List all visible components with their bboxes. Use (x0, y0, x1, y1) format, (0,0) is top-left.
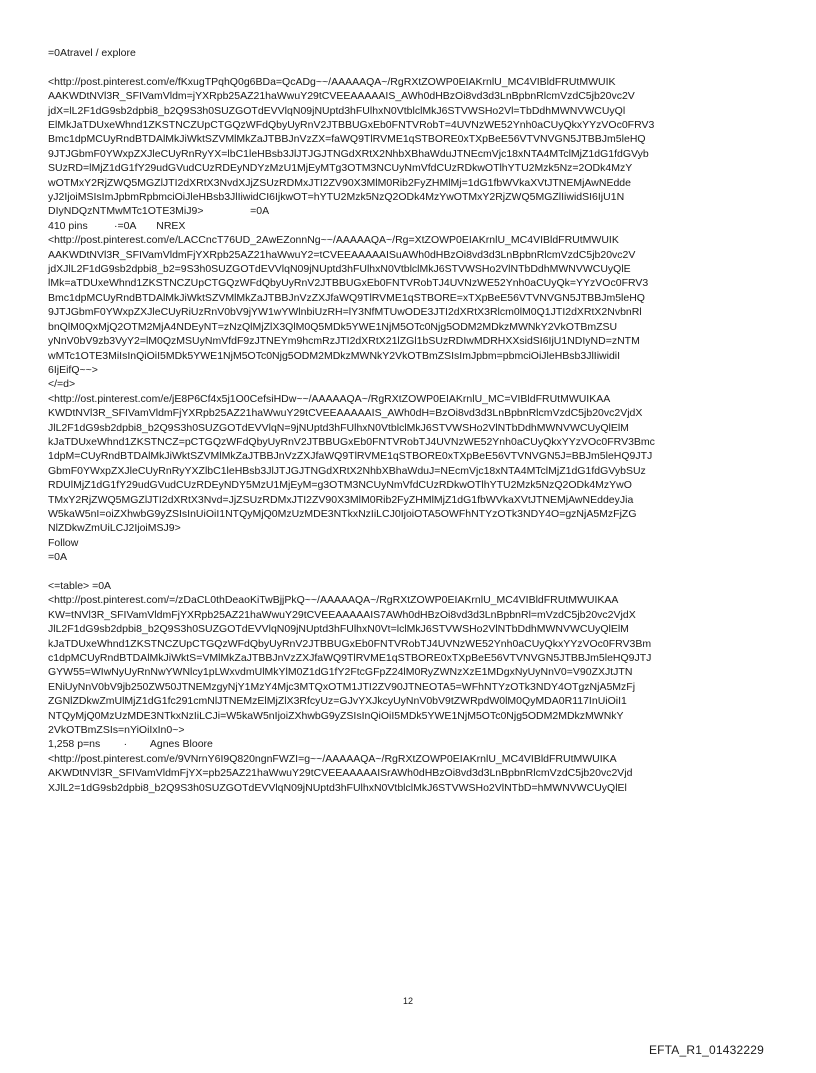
text-line: yNnV0bV9zb3VyY2=lM0QzMSUyNmVfdF9zJTNEYm9hcmRzJTI2dXRtX21lZGl1bSUzRDIwMDRHXXsidSI6IjU1NDIyND=zNTM (48, 335, 640, 348)
text-line: AKWDtNVl3R_SFIVamVldmFjYX=pb25AZ21haWwuY29tCVEEAAAAAISrAWh0dHBzOi8vd3d3LnBpbnRlcmVzdC5jb20vc2Vjd (48, 767, 633, 780)
text-line: wMTc1OTE3MiIsInQiOiI5MDk5YWE1NjM5OTc0Njg5ODM2MDkzMWNkY2VkOTBmZSIsImJpbm=pbmciOiJleHBsb3JlIiwidiI (48, 349, 621, 362)
text-line: 9JTJGbmF0YWxpZXJleCUyRnRyYX=lbC1leHBsb3JlJTJGJTNGdXRtX2NhbXBhaWduJTNEcmVjc18xNTA4MTclMjZ1dG1fdGVyb (48, 147, 649, 160)
text-line: <http://post.pinterest.com/e/9VNrnY6I9Q820ngnFWZI=g~~/AAAAAQA~/RgRXtZOWP0EIAKrnlU_MC4VIBldFRUtMWUIKA (48, 752, 617, 765)
text-line: <http://post.pinterest.com/=/zDaCL0thDeaoKiTwBjjPkQ~~/AAAAAQA~/RgRXtZOWP0EIAKrnlU_MC4VIBldFRUtMWUIKAA (48, 594, 619, 607)
text-line: ZGNlZDkwZmUlMjZ1dG1fc291cmNlJTNEMzElMjZlX3RfcyUz=GJvYXJkcyUyNnV0bV9tZWRpdW0lM0QyMDA0R117InUiOiI1 (48, 695, 627, 708)
text-line: AAKWDtNVl3R_SFIVamVldm=jYXRpb25AZ21haWwuY29tCVEEAAAAAIS_AWh0dHBzOi8vd3d3LnBpbnRlcmVzdC5jb20vc2V (48, 90, 635, 103)
text-line: <http://post.pinterest.com/e/fKxugTPqhQ0g6BDa=QcADg~~/AAAAAQA~/RgRXtZOWP0EIAKrnlU_MC4VIBldFRUtMWUIK (48, 75, 616, 88)
text-line: yJ2IjoiMSIsImJpbmRpbmciOiJleHBsb3JlIiwidCI6IjkwOT=hYTU2Mzk5NzQ2ODk4MzYwOTMxY2RjZWQ5MGZlIiwidSI6IjU1N (48, 191, 625, 204)
text-line: jdXJlL2F1dG9sb2dpbi8_b2=9S3h0SUZGOTdEVVlqN09jNUptd3hFUlhxN0VtblclMkJ6STVWSHo2VlNTbDdhMWNVWCUyQlE (48, 263, 631, 276)
email-body-text (48, 46, 776, 795)
text-line: 1dpM=CUyRndBTDAlMkJiWktSZVMlMkZaJTBBJnVzZXJfaWQ9TlRVME1qSTBORE0xTXpBeE56VTVNVGN5J=BBJm5leHQ9JTJ (48, 450, 653, 463)
text-line: ENiUyNnV0bV9jb250ZW50JTNEMzgyNjY1MzY4Mjc3MTQxOTM1JTI2ZV90JTNEOTA5=WFhNTYzOTk3NDY4OTgzNjA5MzFj (48, 680, 636, 693)
text-line: =0Atravel / explore (48, 47, 136, 59)
text-line: kJaTDUxeWhnd1ZKSTNCZ=pCTGQzWFdQbyUyRnV2JTBBUGxEb0FNTVRobTJ4UVNzWE52Ynh0aCUyQkxYYzVOc0FRV3Bmc (48, 435, 655, 448)
text-line: lMk=aTDUxeWhnd1ZKSTNCZUpCTGQzWFdQbyUyRnV2JTBBUGxEb0FNTVRobTJ4UVNzWE52Ynh0aCUyQk=YYzVOc0FRV3 (48, 277, 649, 290)
text-line: Bmc1dpMCUyRndBTDAlMkJiWktSZVMlMkZaJTBBJnVzZXJfaWQ9TlRVME1qSTBORE=xTXpBeE56VTVNVGN5JTBBJm5leHQ (48, 291, 645, 304)
text-line: Bmc1dpMCUyRndBTDAlMkJiWktSZVMlMkZaJTBBJnVzZX=faWQ9TlRVME1qSTBORE0xTXpBeE56VTVNVGN5JTBBJm5leHQ (48, 133, 646, 146)
text-line: 1,258 p=ns · Agnes Bloore (48, 738, 213, 751)
text-line: KW=tNVl3R_SFIVamVldmFjYXRpb25AZ21haWwuY29tCVEEAAAAAIS7AWh0dHBzOi8vd3d3LnBpbnRl=mVzdC5jb20vc2VjdX (48, 608, 636, 621)
text-line: 410 pins ·=0A NREX (48, 219, 186, 232)
text-line: JlL2F1dG9sb2dpbi8_b2Q9S3h0SUZGOTdEVVlqN=9jNUptd3hFUlhxN0VtblclMkJ6STVWSHo2VlNTbDdhMWNVWCUyQlElM (48, 421, 629, 434)
text-line: bnQlM0QxMjQ2OTM2MjA4NDEyNT=zNzQlMjZlX3QlM0Q5MDk5YWE1NjM5OTc0Njg5ODM2MDkzMWNkY2VkOTBmZSU (48, 320, 618, 333)
text-line: W5kaW5nI=oiZXhwbG9yZSIsInUiOiI1NTQyMjQ0MzUzMDE3NTkxNzIiLCJ0IjoiOTA5OWFhNTYzOTk3NDY4O=gzNjA5MzFjZG (48, 507, 637, 520)
text-line: 2VkOTBmZSIs=nYiOiIxIn0~> (48, 724, 185, 737)
text-line: 9JTJGbmF0YWxpZXJleCUyRiUzRnV0bV9jYW1wYWlnbiUzRH=lY3NfMTUwODE3JTI2dXRtX3Rlcm0lM0Q1JTI2dXRtX2NvbnRl (48, 306, 642, 319)
text-line: GbmF0YWxpZXJleCUyRnRyYXZlbC1leHBsb3JlJTJGJTNGdXRtX2NhbXBhaWduJ=NEcmVjc18xNTA4MTclMjZ1dG1fdGVybSUz (48, 464, 646, 477)
text-line: 6IjEifQ~~> (48, 363, 98, 376)
text-line: ElMkJaTDUxeWhnd1ZKSTNCZUpCTGQzWFdQbyUyRnV2JTBBUGxEb0FNTVRobT=4UVNzWE52Ynh0aCUyQkxYYzVOc0FRV3 (48, 119, 655, 132)
text-line: KWDtNVl3R_SFIVamVldmFjYXRpb25AZ21haWwuY29tCVEEAAAAAIS_AWh0dH=BzOi8vd3d3LnBpbnRlcmVzdC5jb20vc2VjdX (48, 407, 643, 420)
text-line: c1dpMCUyRndBTDAlMkJiWktS=VMlMkZaJTBBJnVzZXJfaWQ9TlRVME1qSTBORE0xTXpBeE56VTVNVGN5JTBBJm5leHQ9JTJ (48, 652, 652, 665)
text-line: <http://post.pinterest.com/e/LACCncT76UD_2AwEZonnNg~~/AAAAAQA~/Rg=XtZOWP0EIAKrnlU_MC4VIBldFRUtMWUIK (48, 234, 619, 247)
text-line: TMxY2RjZWQ5MGZlJTI2dXRtX3Nvd=JjZSUzRDMxJTI2ZV90X3MlM0Rib2FyZHMlMjZ1dG1fbWVkaXVtJTNEMjAwNEddeyJia (48, 493, 634, 506)
text-line: <http://ost.pinterest.com/e/jE8P6Cf4x5j1O0CefsiHDw~~/AAAAAQA~/RgRXtZOWP0EIAKrnlU_MC=VIBldFRUtMWUIKAA (48, 392, 611, 405)
text-line: jdX=lL2F1dG9sb2dpbi8_b2Q9S3h0SUZGOTdEVVlqN09jNUptd3hFUlhxN0VtblclMkJ6STVWSHo2Vl=TbDdhMWNVWCUyQl (48, 104, 626, 117)
text-line: Follow (48, 536, 79, 549)
document-id: EFTA_R1_01432229 (648, 1043, 764, 1057)
text-line: RDUlMjZ1dG1fY29udGVudCUzRDEyNDY5MzU1MjEyM=g3OTM3NCUyNmVfdCUzRDkwOTlhYTU2Mzk5NzQ2ODk4MzYwO (48, 479, 632, 492)
text-line: kJaTDUxeWhnd1ZKSTNCZUpCTGQzWFdQbyUyRnV2JTBBUGxEb0FNTVRobTJ4UVNzWE52Ynh0aCUyQkxYYzVOc0FRV3Bm (48, 637, 652, 650)
text-line: <=table> =0A (48, 580, 112, 592)
text-line: XJlL2=1dG9sb2dpbi8_b2Q9S3h0SUZGOTdEVVlqN09jNUptd3hFUlhxN0VtblclMkJ6STVWSHo2VlNTbD=hMWNVWCUyQlEl (48, 781, 627, 794)
text-line: wOTMxY2RjZWQ5MGZlJTI2dXRtX3NvdXJjZSUzRDMxJTI2ZV90X3MlM0Rib2FyZHMlMj=1dG1fbWVkaXVtJTNEMjAwNEdde (48, 176, 631, 189)
text-line: NlZDkwZmUiLCJ2IjoiMSJ9> (48, 522, 181, 535)
text-line: SUzRD=lMjZ1dG1fY29udGVudCUzRDEyNDYzMzU1MjEyMTg3OTM3NCUyNmVfdCUzRDkwOTlhYTU2Mzk5Nz=2ODk4MzY (48, 162, 633, 175)
text-line: =0A (48, 551, 67, 564)
text-line: AAKWDtNVl3R_SFIVamVldmFjYXRpb25AZ21haWwuY2=tCVEEAAAAAISuAWh0dHBzOi8vd3d3LnBpbnRlcmVzdC5jb20vc2V (48, 248, 636, 261)
text-line: </=d> (48, 378, 76, 391)
text-line: JlL2F1dG9sb2dpbi8_b2Q9S3h0SUZGOTdEVVlqN09jNUptd3hFUlhxN0Vt=lclMkJ6STVWSHo2VlNTbDdhMWNVWCUyQlElM (48, 623, 629, 636)
blank-line (48, 60, 776, 74)
text-line: GYW55=WIwNyUyRnNwYWNlcy1pLWxvdmUlMkYlM0Z1dG1fY2FtcGFpZ24lM0RyZWNzXzE1MDgxNyUyNnV0=V90ZXJtJTN (48, 666, 633, 679)
page-number: 12 (402, 996, 413, 1006)
blank-line (48, 565, 776, 579)
text-line: DIyNDQzNTMwMTc1OTE3MiJ9> =0A (48, 205, 270, 218)
text-line: NTQyMjQ0MzUzMDE3NTkxNzIiLCJi=W5kaW5nIjoiZXhwbG9yZSIsInQiOiI5MDk5YWE1NjM5OTc0Njg5ODM2MDkzMWNkY (48, 709, 624, 722)
